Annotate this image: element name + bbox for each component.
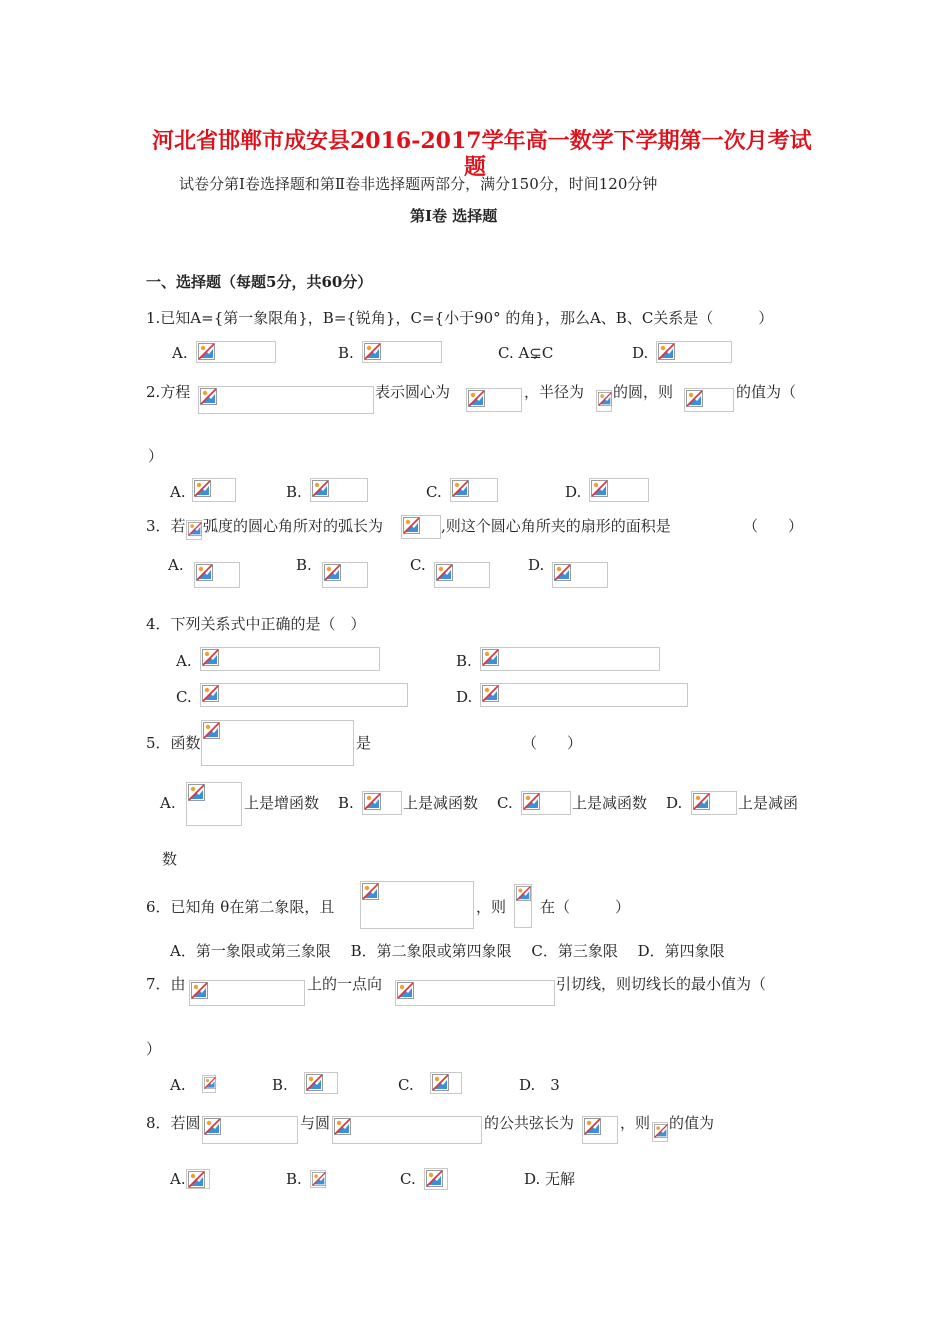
q5-option-b: B.: [338, 794, 354, 812]
q7-close-paren: ）: [146, 1040, 162, 1058]
q8-option-d: D. 无解: [524, 1170, 576, 1188]
q8-text-4: 的值为: [669, 1114, 715, 1132]
q1-stem: 1.已知A={第一象限角}，B={锐角}，C={小于90° 的角}，那么A、B、C关系是（ ）: [146, 309, 774, 327]
q5-option-d: D.: [666, 794, 683, 812]
q5-function-broken-image-icon: [201, 720, 354, 766]
q8-option-a: A.: [170, 1170, 186, 1188]
q8-circle1-broken-image-icon: [202, 1116, 298, 1144]
q5-option-a: A.: [160, 794, 176, 812]
q4-stem: 4．下列关系式中正确的是（ ）: [146, 615, 366, 633]
q3-a-broken-image-icon: [194, 562, 240, 588]
q7-text-2: 引切线，则切线长的最小值为（: [556, 975, 767, 993]
q3-b-broken-image-icon: [322, 562, 368, 588]
q3-option-c: C.: [410, 556, 426, 574]
q7-option-c: C.: [398, 1076, 414, 1094]
q4-b-broken-image-icon: [480, 647, 660, 671]
q5-c-text: 上是减函数: [572, 794, 648, 812]
q6-options: A．第一象限或第三象限 B．第二象限或第四象限 C．第三象限 D．第四象限: [170, 942, 725, 960]
q2-number: 2.方程: [146, 383, 191, 401]
q4-option-c: C.: [176, 688, 192, 706]
q8-number: 8．若圆: [146, 1114, 201, 1132]
q3-angle-broken-image-icon: [186, 520, 202, 540]
q8-option-b: B.: [286, 1170, 302, 1188]
q8-option-c: C.: [400, 1170, 416, 1188]
q2-center-broken-image-icon: [466, 388, 522, 412]
q4-a-broken-image-icon: [200, 647, 380, 671]
q2-a-broken-image-icon: [192, 478, 236, 502]
q3-text-2: ,则这个圆心角所夹的扇形的面积是: [441, 517, 671, 535]
exam-intro: 试卷分第Ⅰ卷选择题和第Ⅱ卷非选择题两部分，满分150分，时间120分钟: [179, 175, 658, 193]
q1-option-d: D.: [632, 344, 649, 362]
q2-text-4: 的值为（: [736, 383, 797, 401]
q6-number: 6．已知角 θ在第二象限，且: [146, 898, 335, 916]
q3-text-1: 弧度的圆心角所对的弧长为: [203, 517, 384, 535]
q2-text-3: 的圆，则: [613, 383, 674, 401]
q7-b-broken-image-icon: [304, 1072, 338, 1094]
q8-unknown-broken-image-icon: [652, 1122, 668, 1142]
q7-line-broken-image-icon: [189, 980, 305, 1006]
q4-option-a: A.: [176, 652, 192, 670]
q3-option-a: A.: [168, 556, 184, 574]
q7-a-broken-image-icon: [202, 1075, 216, 1093]
q2-c-broken-image-icon: [450, 478, 498, 502]
q7-option-d: D. 3: [519, 1076, 560, 1094]
section-title: 第Ⅰ卷 选择题: [410, 207, 498, 225]
q3-arc-broken-image-icon: [401, 515, 441, 539]
q5-b-broken-image-icon: [362, 791, 402, 815]
q1-option-c: C. A⊊C: [498, 344, 554, 362]
q7-text-1: 上的一点向: [307, 975, 383, 993]
q7-circle-broken-image-icon: [395, 980, 555, 1006]
q2-b-broken-image-icon: [310, 478, 368, 502]
q6-condition-broken-image-icon: [360, 881, 474, 929]
document-title-wrap: 题: [464, 154, 487, 180]
q7-number: 7．由: [146, 975, 186, 993]
q5-b-text: 上是减函数: [403, 794, 479, 812]
q1-option-b: B.: [338, 344, 354, 362]
q6-text-1: ，则: [476, 898, 507, 916]
q8-text-1: 与圆: [300, 1114, 331, 1132]
q2-option-a: A.: [170, 483, 186, 501]
q5-d-broken-image-icon: [691, 791, 737, 815]
q4-d-broken-image-icon: [480, 683, 688, 707]
q2-unknown-broken-image-icon: [684, 388, 734, 412]
q2-text-2: ，半径为: [524, 383, 585, 401]
q8-chord-broken-image-icon: [582, 1116, 618, 1144]
q7-c-broken-image-icon: [430, 1072, 462, 1094]
q2-text-1: 表示圆心为: [375, 383, 451, 401]
q4-c-broken-image-icon: [200, 683, 408, 707]
q8-c-broken-image-icon: [424, 1168, 448, 1190]
q5-answer-paren: （ ）: [522, 734, 583, 752]
q5-text-1: 是: [356, 734, 372, 752]
q8-text-2: 的公共弦长为: [484, 1114, 575, 1132]
q3-d-broken-image-icon: [552, 562, 608, 588]
q2-option-b: B.: [286, 483, 302, 501]
q5-number: 5．函数: [146, 734, 201, 752]
q2-d-broken-image-icon: [589, 478, 649, 502]
q2-radius-broken-image-icon: [596, 390, 612, 412]
q3-number: 3．若: [146, 517, 186, 535]
q2-close-paren: ）: [148, 447, 164, 465]
q4-option-d: D.: [456, 688, 473, 706]
q1-a-broken-image-icon: [196, 341, 276, 363]
q5-option-c: C.: [497, 794, 513, 812]
q5-d-text: 上是减函: [738, 794, 799, 812]
q5-a-text: 上是增函数: [244, 794, 320, 812]
document-title: 河北省邯郸市成安县2016-2017学年高一数学下学期第一次月考试: [152, 128, 812, 154]
q7-option-a: A.: [170, 1076, 186, 1094]
q3-option-d: D.: [528, 556, 545, 574]
q4-option-b: B.: [456, 652, 472, 670]
q2-option-c: C.: [426, 483, 442, 501]
q8-circle2-broken-image-icon: [332, 1116, 482, 1144]
q3-c-broken-image-icon: [434, 562, 490, 588]
q5-a-broken-image-icon: [186, 782, 242, 826]
q5-c-broken-image-icon: [521, 791, 571, 815]
q8-a-broken-image-icon: [186, 1169, 210, 1189]
part-heading: 一、选择题（每题5分，共60分）: [146, 273, 373, 291]
q8-text-3: ，则: [620, 1114, 651, 1132]
q2-equation-broken-image-icon: [198, 386, 374, 414]
q1-b-broken-image-icon: [362, 341, 442, 363]
q6-text-2: 在（ ）: [540, 898, 631, 916]
q1-d-broken-image-icon: [656, 341, 732, 363]
q8-b-broken-image-icon: [310, 1170, 326, 1188]
q1-option-a: A.: [172, 344, 188, 362]
q6-expression-broken-image-icon: [514, 884, 532, 928]
q5-d-text-wrap: 数: [162, 850, 178, 868]
q2-option-d: D.: [565, 483, 582, 501]
q3-answer-paren: （ ）: [743, 517, 804, 535]
q7-option-b: B.: [272, 1076, 288, 1094]
q3-option-b: B.: [296, 556, 312, 574]
